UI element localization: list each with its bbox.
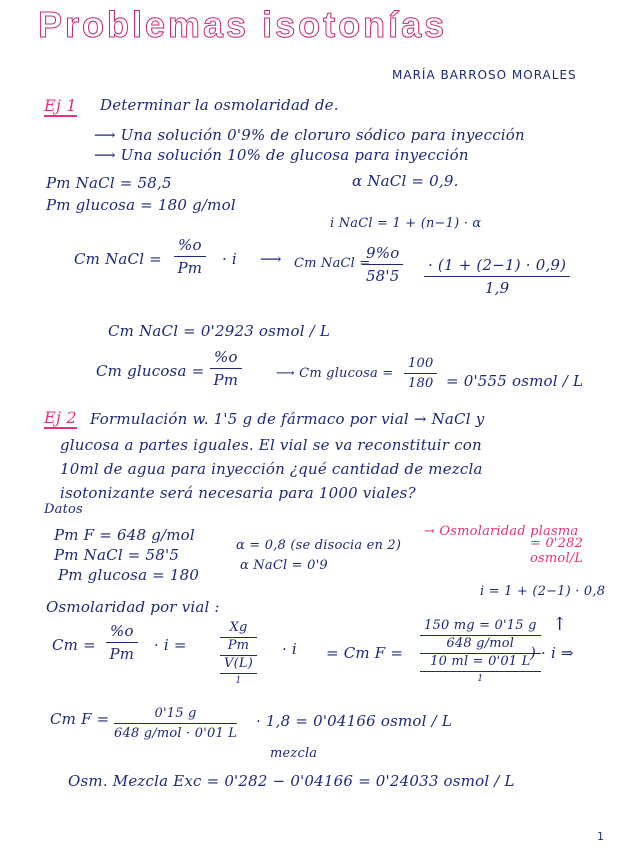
i-formula-2: i = 1 + (2−1) · 0,8	[480, 584, 606, 599]
osmolaridad-plasma-value: = 0'282 osmol/L	[530, 536, 584, 566]
fraction-4-denominator: Pm	[213, 371, 239, 389]
pm-glucosa: Pm glucosa = 180 g/mol	[46, 196, 236, 214]
fraction-4	[210, 348, 242, 389]
datos-label: Datos	[44, 502, 83, 517]
fraction-f-one: 1	[477, 674, 484, 684]
fraction-3	[424, 256, 570, 297]
alpha-f: α = 0,8 (se disocia en 2)	[236, 538, 402, 553]
exercise-2-line-1: Formulación w. 1'5 g de fármaco por vial → NaCl y	[90, 410, 485, 428]
pm-nacl: Pm NaCl = 58,5	[46, 174, 172, 192]
cm-glucosa-result: = 0'555 osmol / L	[446, 372, 584, 390]
mezcla-label: mezcla	[270, 746, 318, 761]
cm-nacl-result: Cm NaCl = 0'2923 osmol / L	[108, 322, 331, 340]
exercise-1-item-1: ⟶ Una solución 0'9% de cloruro sódico para inyección	[94, 126, 525, 144]
cm-glucosa-lhs-2: ⟶ Cm glucosa =	[276, 366, 394, 381]
fraction-xg-numerator: Xg	[220, 620, 257, 638]
alpha-nacl-2: α NaCl = 0'9	[240, 558, 328, 573]
fraction-xg-one: 1	[235, 676, 242, 686]
osmolaridad-por-vial: Osmolaridad por vial :	[46, 598, 220, 616]
exercise-2-line-3: 10ml de agua para inyección ¿qué cantidad de mezcla	[60, 460, 483, 478]
osmolaridad-plasma-label: → Osmolaridad plasma	[424, 524, 579, 539]
times-i-3: · i	[282, 640, 297, 658]
fraction-f-bottom: 10 ml = 0'01 L	[420, 654, 541, 672]
fraction-4-numerator: %o	[210, 348, 242, 369]
fraction-2	[362, 244, 403, 285]
fraction-3-numerator: · (1 + (2−1) · 0,9)	[424, 256, 570, 277]
exercise-1-item-2: ⟶ Una solución 10% de glucosa para inyección	[94, 146, 469, 164]
fraction-5-denominator: 180	[408, 376, 434, 391]
fraction-f	[420, 618, 541, 684]
fraction-osm-1	[106, 622, 138, 663]
pm-f: Pm F = 648 g/mol	[54, 526, 195, 544]
exercise-2-label: Ej 2	[44, 408, 77, 427]
fraction-3-denominator: 1,9	[484, 279, 510, 297]
arrow-1: ⟶	[260, 250, 282, 268]
fraction-cmf2-denominator: 648 g/mol · 0'01 L	[114, 726, 238, 741]
cm-nacl-lhs-2: Cm NaCl =	[294, 256, 371, 271]
fraction-2-denominator: 58'5	[365, 267, 400, 285]
fraction-2-numerator: 9%o	[362, 244, 403, 265]
exercise-1-intro: Determinar la osmolaridad de.	[100, 96, 339, 114]
fraction-osm-1-numerator: %o	[106, 622, 138, 643]
times-i-4: ) · i ⇒	[530, 644, 574, 662]
cm-f-2-rhs: · 1,8 = 0'04166 osmol / L	[256, 712, 452, 730]
fraction-f-mid: 648 g/mol	[420, 636, 541, 654]
fraction-1-numerator: %o	[174, 236, 206, 257]
cm-nacl-lhs: Cm NaCl =	[74, 250, 162, 268]
arrow-up-icon: ↑	[552, 614, 568, 635]
fraction-xg-mid: Pm	[220, 638, 257, 656]
fraction-osm-1-denominator: Pm	[109, 645, 135, 663]
author-name: MARÍA BARROSO MORALES	[392, 68, 577, 82]
fraction-cmf2-numerator: 0'15 g	[114, 706, 237, 724]
exercise-1-label: Ej 1	[44, 96, 77, 115]
fraction-xg-denominator: V(L)	[220, 656, 257, 674]
cm-f-lhs: = Cm F =	[326, 644, 404, 662]
times-i-2: · i =	[154, 636, 187, 654]
fraction-1	[174, 236, 206, 277]
pm-nacl-2: Pm NaCl = 58'5	[54, 546, 180, 564]
page-title: Problemas isotonías	[38, 4, 448, 45]
cm-glucosa-lhs: Cm glucosa =	[96, 362, 205, 380]
alpha-nacl: α NaCl = 0,9.	[352, 172, 459, 190]
fraction-5	[404, 356, 437, 391]
times-i: · i	[222, 250, 237, 268]
page-number: 1	[597, 830, 604, 843]
exercise-2-line-4: isotonizante será necesaria para 1000 viales?	[60, 484, 416, 502]
final-result: Osm. Mezcla Exc = 0'282 − 0'04166 = 0'24033 osmol / L	[68, 772, 515, 790]
cm-lhs: Cm =	[52, 636, 96, 654]
exercise-2-line-2: glucosa a partes iguales. El vial se va reconstituir con	[60, 436, 482, 454]
i-formula: i NaCl = 1 + (n−1) · α	[330, 216, 482, 231]
fraction-xg	[220, 620, 257, 686]
cm-f-2-lhs: Cm F =	[50, 710, 110, 728]
pm-glucosa-2: Pm glucosa = 180	[58, 566, 200, 584]
fraction-f-top: 150 mg = 0'15 g	[420, 618, 541, 636]
fraction-1-denominator: Pm	[177, 259, 203, 277]
fraction-cmf2	[114, 706, 237, 741]
fraction-5-numerator: 100	[404, 356, 437, 374]
